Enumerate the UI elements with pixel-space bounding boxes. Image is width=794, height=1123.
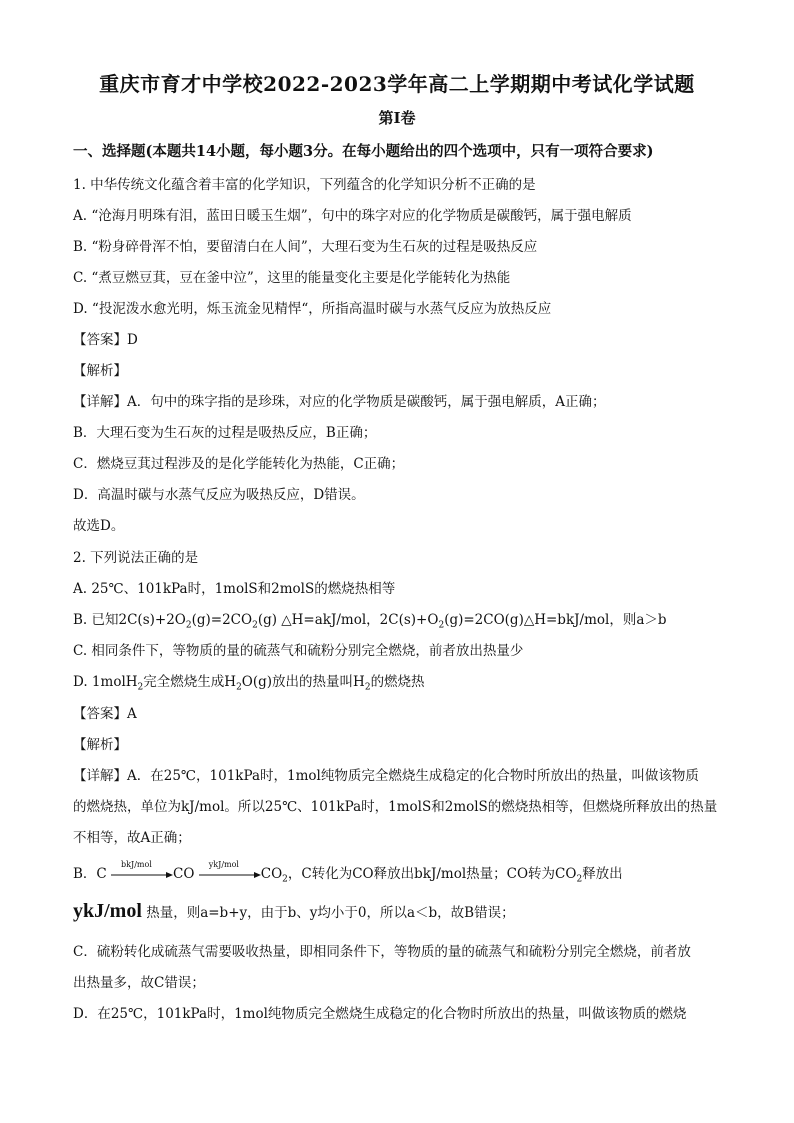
reaction-arrow (111, 859, 173, 882)
section-heading: 一、选择题(本题共14小题，每小题3分。在每小题给出的四个选项中，只有一项符合要求) (73, 143, 654, 160)
q2-detail-b-2 (73, 900, 733, 923)
q2-option-d (73, 670, 733, 693)
q2-option-a: A. 25℃、101kPa时，1molS和2molS的燃烧热相等 (73, 581, 396, 597)
subscript: 2 (236, 682, 242, 693)
q2-answer: 【答案】A (73, 706, 137, 722)
q2-option-b-part: (g)=2CO (191, 612, 253, 628)
subscript: 2 (364, 682, 371, 693)
subscript: 2 (576, 874, 583, 885)
q2-detail-a-1: 【详解】A．在25℃，101kPa时，1mol纯物质完全燃烧生成稳定的化合物时所放出的热量，叫做该物质 (73, 768, 699, 784)
q2-detail-b-1 (73, 859, 733, 885)
q1-option-a: A. “沧海月明珠有泪，蓝田日暖玉生烟”，句中的珠字对应的化学物质是碳酸钙，属于强电解质 (73, 208, 632, 224)
q2-detail-c-2: 出热量多，故C错误； (73, 975, 205, 991)
q2-option-b-part: (g) △H=akJ/mol，2C(s)+O (257, 612, 439, 628)
q2-detail-b-part: CO (260, 866, 283, 882)
subscript: 2 (252, 620, 258, 631)
q1-detail-d: D．高温时碳与水蒸气反应为吸热反应，D错误。 (73, 487, 365, 503)
page-title: 重庆市育才中学校2022-2023学年高二上学期期中考试化学试题 (99, 72, 695, 96)
q1-answer: 【答案】D (73, 332, 138, 348)
q2-detail-a-3: 不相等，故A正确； (73, 830, 191, 846)
q1-stem: 1. 中华传统文化蕴含着丰富的化学知识，下列蕴含的化学知识分析不正确的是 (73, 177, 536, 193)
right-arrow-icon (199, 870, 261, 880)
q1-detail-a: 【详解】A．句中的珠字指的是珍珠，对应的化学物质是碳酸钙，属于强电解质，A正确； (73, 394, 606, 410)
q2-option-b-part: B. 已知2C(s)+2O (73, 612, 186, 628)
q2-option-d-part: O(g)放出的热量叫H (241, 674, 365, 690)
right-arrow-icon (111, 870, 173, 880)
q1-analysis-label: 【解析】 (73, 363, 127, 379)
volume-label: 第I卷 (378, 109, 416, 127)
q1-option-c: C. “煮豆燃豆萁，豆在釜中泣”，这里的能量变化主要是化学能转化为热能 (73, 270, 511, 286)
q2-option-b (73, 608, 733, 631)
q2-detail-d-1: D．在25℃，101kPa时，1mol纯物质完全燃烧生成稳定的化合物时所放出的热量，叫做该物质的燃烧 (73, 1006, 687, 1022)
q2-analysis-label: 【解析】 (73, 737, 127, 753)
q2-option-d-part: 完全燃烧生成H (143, 674, 237, 690)
q1-detail-c: C．燃烧豆萁过程涉及的是化学能转化为热能，C正确； (73, 456, 405, 472)
q1-option-b: B. “粉身碎骨浑不怕，要留清白在人间”，大理石变为生石灰的过程是吸热反应 (73, 239, 538, 255)
q2-stem: 2. 下列说法正确的是 (73, 550, 199, 566)
q2-option-d-part: D. 1molH (73, 674, 138, 690)
q2-option-d-part: 的燃烧热 (370, 674, 425, 690)
subscript: 2 (137, 682, 144, 693)
q1-conclusion: 故选D。 (73, 518, 125, 534)
enthalpy-term: ykJ/mol (73, 900, 142, 922)
q2-option-b-part: (g)=2CO(g)△H=bkJ/mol，则a＞b (444, 612, 667, 628)
q2-detail-b-part: CO (173, 866, 195, 882)
arrow-label: ykJ/mol (208, 859, 239, 869)
q1-option-d: D. “投泥泼水愈光明，烁玉流金见精悍“，所指高温时碳与水蒸气反应为放热反应 (73, 301, 552, 317)
arrow-label: bkJ/mol (121, 859, 152, 869)
reaction-arrow (199, 859, 261, 882)
q1-detail-b: B．大理石变为生石灰的过程是吸热反应，B正确； (73, 425, 377, 441)
q2-detail-b-part: 释放出 (582, 866, 623, 882)
q2-detail-b-part: ，C转化为CO释放出bkJ/mol热量；CO转为CO (287, 866, 577, 882)
q2-detail-b-part: 热量，则a=b+y，由于b、y均小于0，所以a＜b，故B错误； (141, 905, 515, 921)
q2-detail-c-1: C．硫粉转化成硫蒸气需要吸收热量，即相同条件下，等物质的量的硫蒸气和硫粉分别完全燃烧，前者放 (73, 944, 691, 960)
subscript: 2 (438, 620, 445, 631)
subscript: 2 (282, 874, 288, 885)
q2-detail-a-2: 的燃烧热，单位为kJ/mol。所以25℃、101kPa时，1molS和2molS的燃烧热相等，但燃烧所释放出的热量 (73, 799, 718, 815)
subscript: 2 (185, 620, 192, 631)
q2-option-c: C. 相同条件下，等物质的量的硫蒸气和硫粉分别完全燃烧，前者放出热量少 (73, 643, 524, 659)
q2-detail-b-part: B．C (73, 866, 107, 882)
